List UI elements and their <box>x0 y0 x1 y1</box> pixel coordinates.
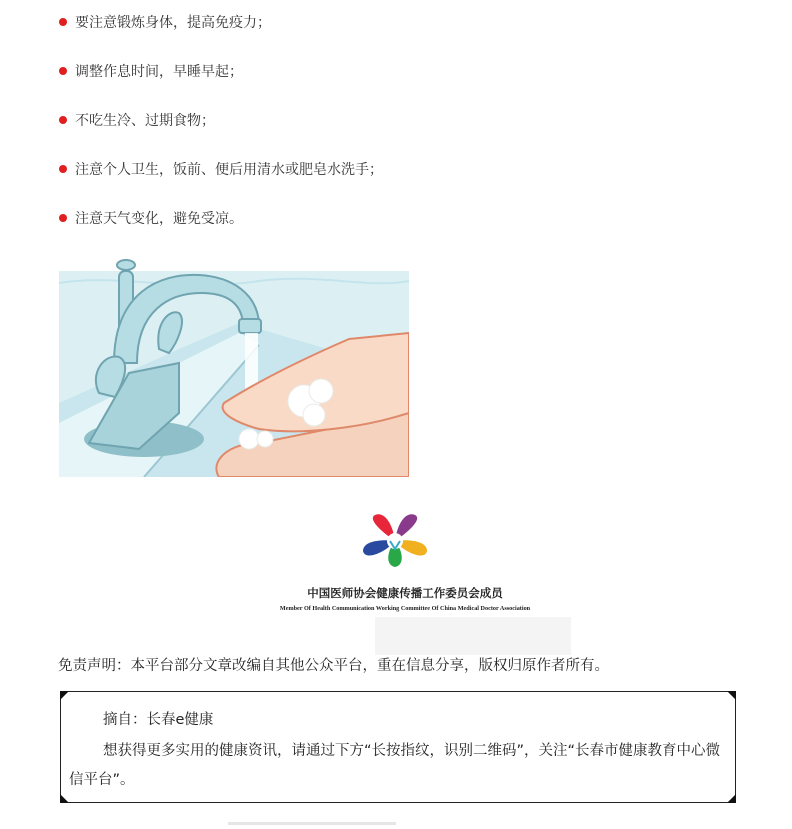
bullet-dot-icon <box>59 165 67 173</box>
list-item <box>58 10 758 34</box>
tip-text: 调整作息时间，早睡早起； <box>75 64 243 80</box>
list-item <box>58 108 758 132</box>
quote-source: 摘自：长春e健康 <box>103 712 214 728</box>
bullet-dot-icon <box>59 67 67 75</box>
tips-list <box>58 10 758 255</box>
corner-decoration <box>60 691 69 700</box>
tip-text: 不吃生冷、过期食物； <box>75 113 215 129</box>
association-name-cn: 中国医师协会健康传播工作委员会成员 <box>307 586 503 600</box>
quote-box <box>60 691 736 803</box>
list-item <box>58 157 758 181</box>
corner-decoration <box>727 794 736 803</box>
quote-body: 想获得更多实用的健康资讯，请通过下方“长按指纹，识别二维码”，关注“长春市健康教育中心微信平台”。 <box>69 743 721 788</box>
list-item <box>58 59 758 83</box>
bullet-dot-icon <box>59 18 67 26</box>
bullet-dot-icon <box>59 214 67 222</box>
disclaimer-text: 免责声明：本平台部分文章改编自其他公众平台，重在信息分享，版权归原作者所有。 <box>58 658 609 674</box>
tip-text: 要注意锻炼身体，提高免疫力； <box>75 15 271 31</box>
list-item <box>58 206 758 230</box>
tip-text: 注意天气变化，避免受凉。 <box>75 211 243 227</box>
corner-decoration <box>60 794 69 803</box>
flower-logo-icon <box>357 511 433 571</box>
logo-shade <box>375 617 571 655</box>
corner-decoration <box>727 691 736 700</box>
association-name-en: Member Of Health Communication Working Committee Of China Medical Doctor Association <box>279 605 531 612</box>
bullet-dot-icon <box>59 116 67 124</box>
handwashing-illustration <box>59 253 409 477</box>
tip-text: 注意个人卫生，饭前、便后用清水或肥皂水洗手； <box>75 162 383 178</box>
association-logo <box>250 505 570 655</box>
bottom-divider <box>228 822 396 825</box>
